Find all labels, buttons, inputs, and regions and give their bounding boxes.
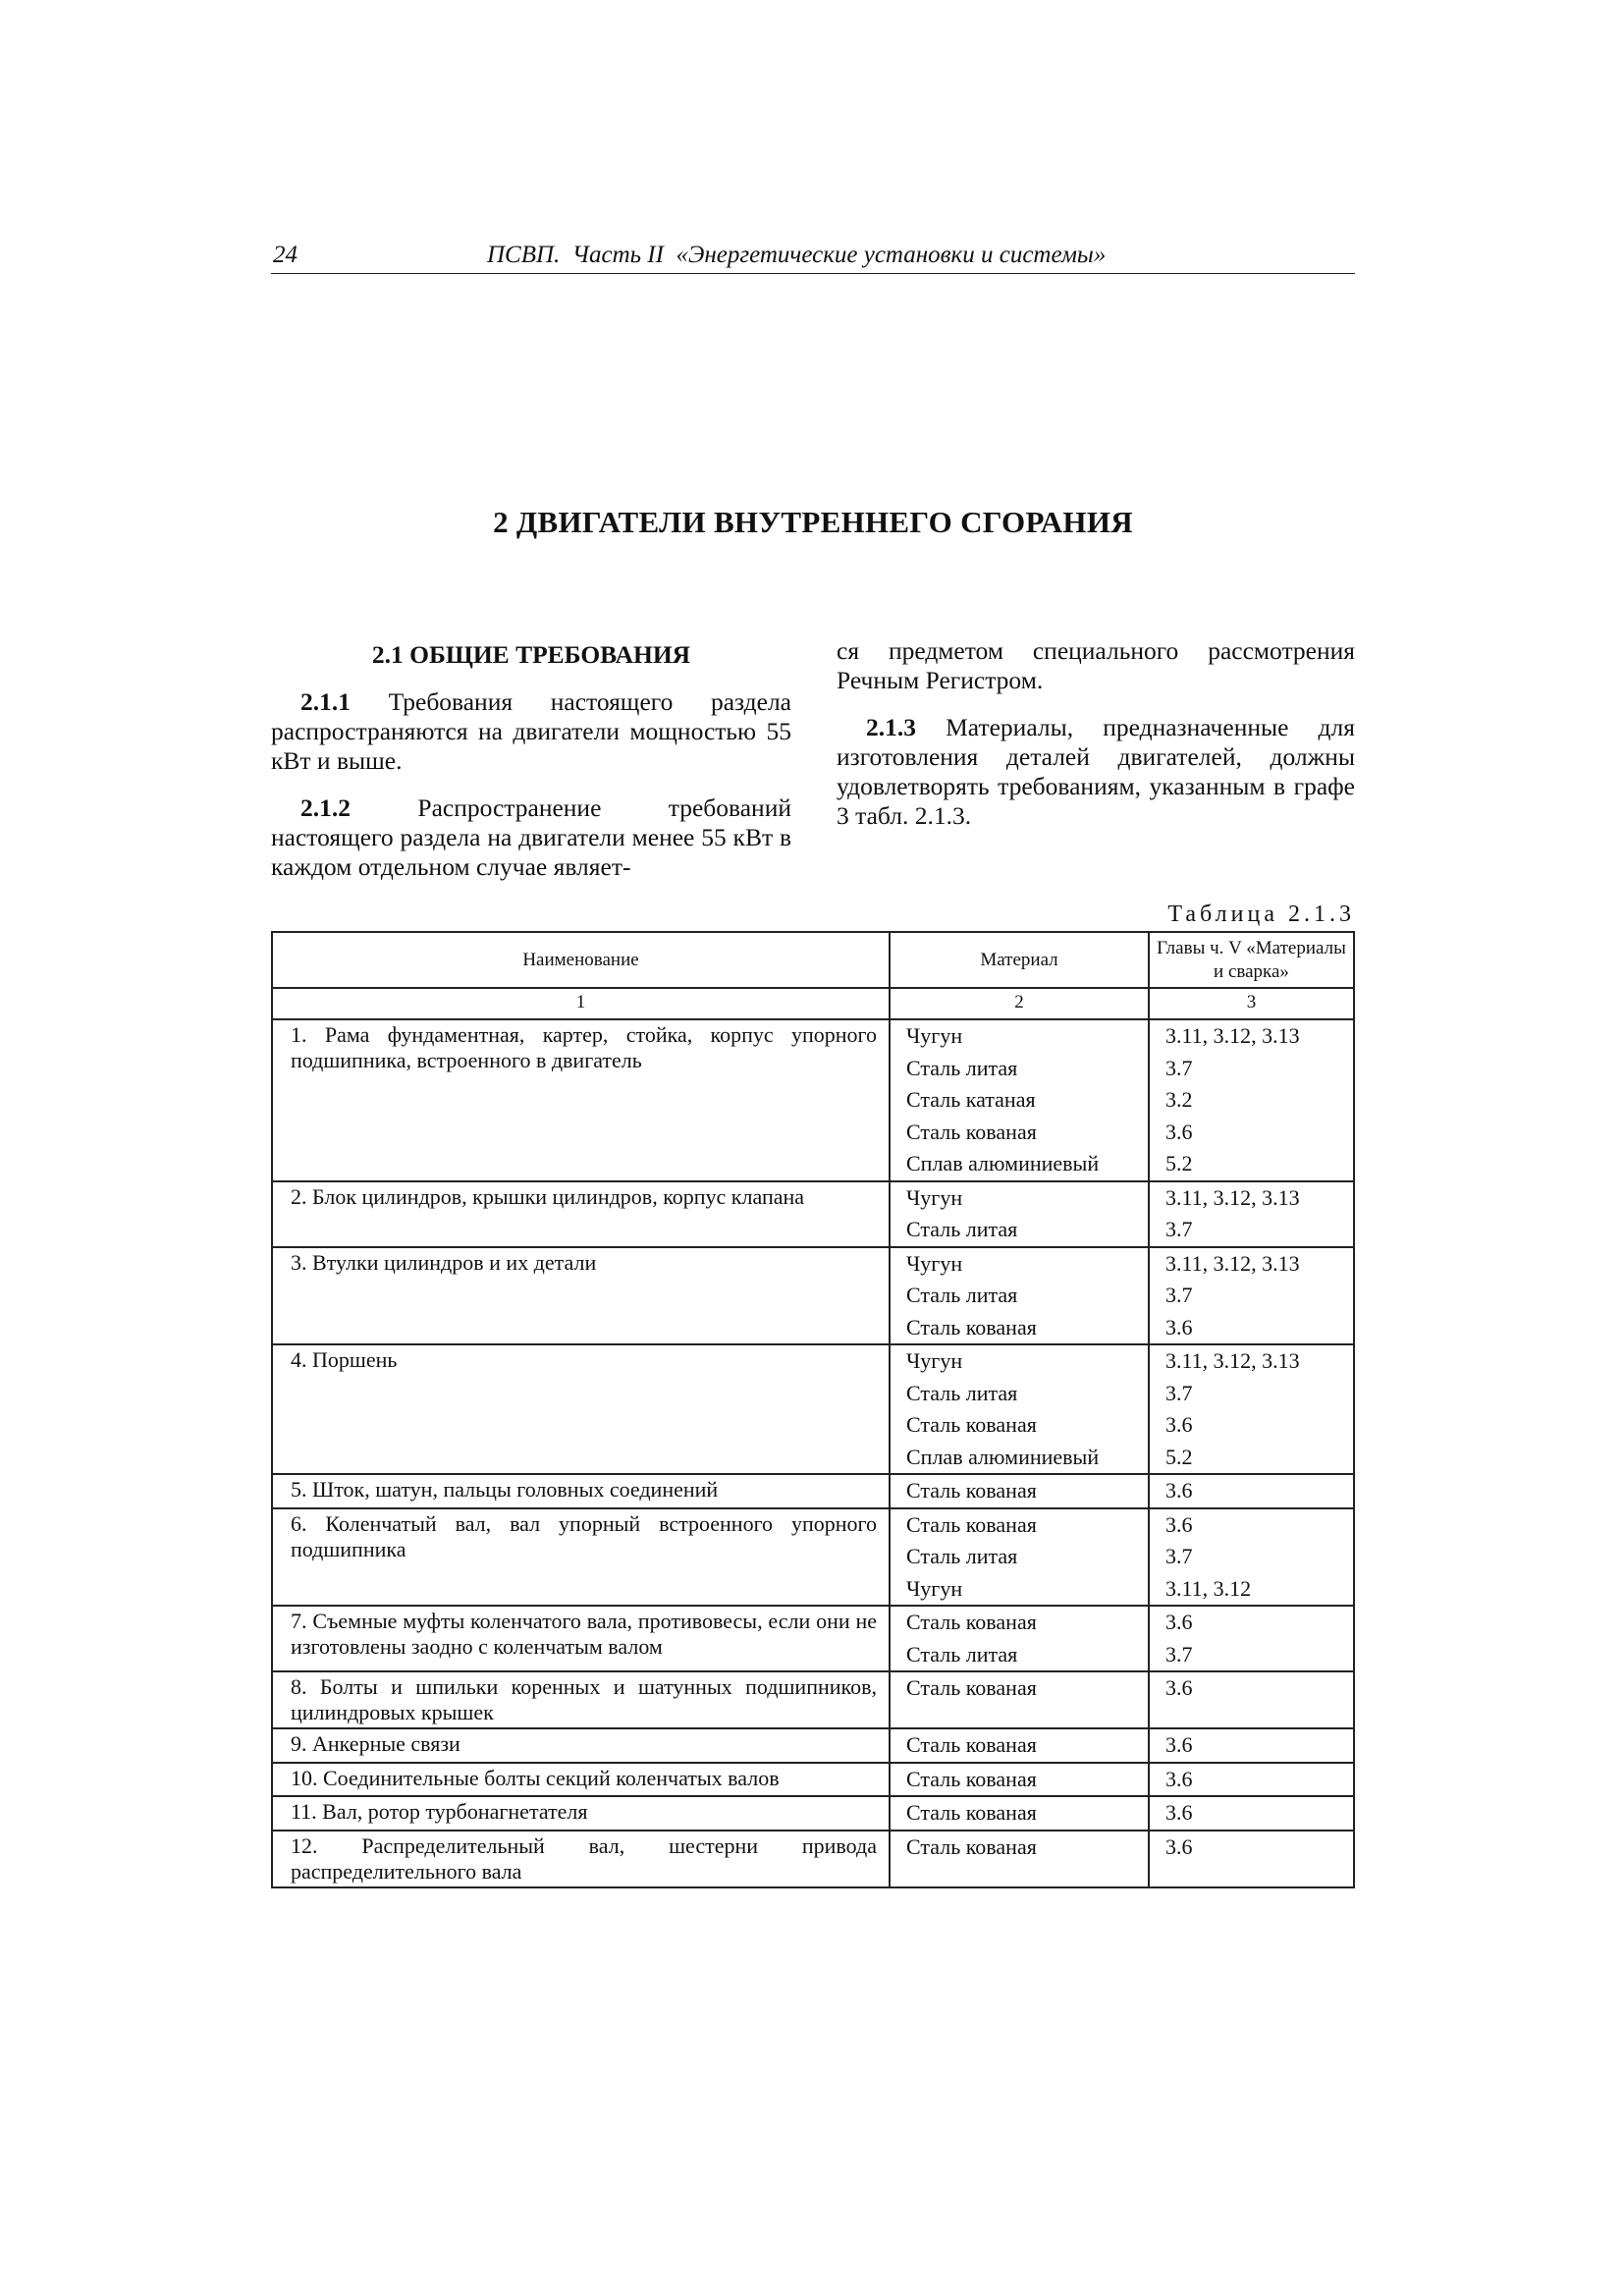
chapter-cell bbox=[1149, 1474, 1354, 1508]
paragraph-2-1-2 bbox=[271, 793, 791, 882]
chapter-cell bbox=[1149, 1344, 1354, 1474]
table-row bbox=[272, 1474, 1354, 1508]
text-column-right bbox=[837, 636, 1355, 848]
part-name: 10. Соединительные болты секций коленчатых валов bbox=[272, 1763, 890, 1797]
paragraph-2-1-2-continued: ся предметом специального рассмотрения Речным Регистром. bbox=[837, 636, 1355, 694]
table-row bbox=[272, 1247, 1354, 1345]
page-header bbox=[271, 240, 1355, 274]
material: Сталь литая bbox=[906, 1641, 1018, 1667]
part-name: 8. Болты и шпильки коренных и шатунных подшипников, цилиндровых крышек bbox=[272, 1671, 890, 1728]
chapter-cell bbox=[1149, 1763, 1354, 1797]
table-row bbox=[272, 1671, 1354, 1728]
table-row bbox=[272, 1831, 1354, 1887]
paragraph-number: 2.1.1 bbox=[300, 687, 351, 716]
chapter-cell bbox=[1149, 1728, 1354, 1763]
table-row bbox=[272, 1763, 1354, 1797]
material: Сталь кованая bbox=[906, 1800, 1037, 1825]
chapter-ref: 3.7 bbox=[1165, 1641, 1193, 1667]
material: Чугун bbox=[906, 1023, 963, 1048]
running-title: ПСВП. Часть II «Энергетические установки и системы» bbox=[487, 242, 1107, 268]
material: Сталь кованая bbox=[906, 1119, 1037, 1144]
material: Сплав алюминиевый bbox=[906, 1444, 1100, 1469]
material: Чугун bbox=[906, 1184, 963, 1210]
part-name: 5. Шток, шатун, пальцы головных соединений bbox=[272, 1474, 890, 1508]
material: Чугун bbox=[906, 1575, 963, 1601]
material: Сталь литая bbox=[906, 1055, 1018, 1080]
column-header-name: Наименование bbox=[272, 932, 890, 988]
column-header-chapters: Главы ч. V «Материалы и сварка» bbox=[1149, 932, 1354, 988]
chapter-cell bbox=[1149, 1508, 1354, 1607]
chapter-ref: 3.6 bbox=[1165, 1412, 1193, 1437]
material: Сталь литая bbox=[906, 1217, 1018, 1241]
material: Сталь кованая bbox=[906, 1412, 1037, 1437]
chapter-ref: 3.7 bbox=[1165, 1055, 1193, 1080]
chapter-ref: 3.6 bbox=[1165, 1732, 1193, 1757]
material-cell bbox=[890, 1671, 1149, 1728]
chapter-ref: 3.7 bbox=[1165, 1380, 1193, 1405]
material: Сталь кованая bbox=[906, 1675, 1037, 1700]
materials-table bbox=[271, 931, 1355, 1888]
chapter-ref: 3.11, 3.12, 3.13 bbox=[1165, 1023, 1300, 1048]
material-cell bbox=[890, 1763, 1149, 1797]
chapter-ref: 5.2 bbox=[1165, 1444, 1193, 1469]
material: Сталь кованая bbox=[906, 1610, 1037, 1634]
paragraph-text: Материалы, предназначенные для изготовления деталей двигателей, должны удовлетворять требованиям, указанным в графе 3 табл. 2.1.3. bbox=[837, 713, 1355, 830]
chapter-cell bbox=[1149, 1247, 1354, 1345]
chapter-ref: 3.7 bbox=[1165, 1544, 1193, 1568]
material-cell bbox=[890, 1474, 1149, 1508]
material-cell bbox=[890, 1728, 1149, 1763]
paragraph-2-1-3 bbox=[837, 713, 1355, 831]
chapter-ref: 3.11, 3.12, 3.13 bbox=[1165, 1250, 1300, 1276]
chapter-cell bbox=[1149, 1796, 1354, 1831]
chapter-cell bbox=[1149, 1671, 1354, 1728]
material: Сталь литая bbox=[906, 1380, 1018, 1405]
paragraph-number: 2.1.3 bbox=[866, 713, 916, 741]
material: Сталь литая bbox=[906, 1544, 1018, 1568]
column-number: 3 bbox=[1149, 988, 1354, 1019]
chapter-ref: 3.6 bbox=[1165, 1833, 1193, 1859]
chapter-cell bbox=[1149, 1019, 1354, 1181]
part-name: 4. Поршень bbox=[272, 1344, 890, 1474]
material: Сталь кованая bbox=[906, 1314, 1037, 1339]
part-name: 11. Вал, ротор турбонагнетателя bbox=[272, 1796, 890, 1831]
material-cell bbox=[890, 1019, 1149, 1181]
material-cell bbox=[890, 1181, 1149, 1247]
chapter-ref: 3.6 bbox=[1165, 1511, 1193, 1537]
part-name: 7. Съемные муфты коленчатого вала, противовесы, если они не изготовлены заодно с коленчатым валом bbox=[272, 1606, 890, 1671]
material-cell bbox=[890, 1831, 1149, 1887]
chapter-ref: 3.6 bbox=[1165, 1800, 1193, 1825]
chapter-cell bbox=[1149, 1606, 1354, 1671]
chapter-cell bbox=[1149, 1181, 1354, 1247]
paragraph-number: 2.1.2 bbox=[300, 793, 351, 822]
text-column-left bbox=[271, 636, 791, 900]
table-row bbox=[272, 1019, 1354, 1181]
paragraph-text: Распространение требований настоящего раздела на двигатели менее 55 кВт в каждом отдельном случае являет- bbox=[271, 793, 791, 881]
part-name: 3. Втулки цилиндров и их детали bbox=[272, 1247, 890, 1345]
paragraph-text: Требования настоящего раздела распространяются на двигатели мощностью 55 кВт и выше. bbox=[271, 687, 791, 775]
material-cell bbox=[890, 1344, 1149, 1474]
material-cell bbox=[890, 1796, 1149, 1831]
table-caption: Таблица 2.1.3 bbox=[1167, 902, 1355, 927]
material: Сталь кованая bbox=[906, 1766, 1037, 1791]
table-row bbox=[272, 1606, 1354, 1671]
material: Сталь кованая bbox=[906, 1478, 1037, 1503]
chapter-ref: 5.2 bbox=[1165, 1151, 1193, 1175]
part-name: 6. Коленчатый вал, вал упорный встроенного упорного подшипника bbox=[272, 1508, 890, 1607]
chapter-ref: 3.11, 3.12 bbox=[1165, 1575, 1252, 1601]
material-cell bbox=[890, 1247, 1149, 1345]
chapter-title: 2 ДВИГАТЕЛИ ВНУТРЕННЕГО СГОРАНИЯ bbox=[493, 505, 1133, 539]
part-name: 12. Распределительный вал, шестерни привода распределительного вала bbox=[272, 1831, 890, 1887]
chapter-cell bbox=[1149, 1831, 1354, 1887]
material: Сталь литая bbox=[906, 1283, 1018, 1307]
chapter-ref: 3.11, 3.12, 3.13 bbox=[1165, 1348, 1300, 1373]
chapter-ref: 3.7 bbox=[1165, 1217, 1193, 1241]
paragraph-2-1-1 bbox=[271, 687, 791, 776]
chapter-ref: 3.11, 3.12, 3.13 bbox=[1165, 1184, 1300, 1210]
table-row bbox=[272, 1796, 1354, 1831]
section-title: 2.1 ОБЩИЕ ТРЕБОВАНИЯ bbox=[371, 640, 691, 669]
table-row bbox=[272, 1508, 1354, 1607]
part-name: 1. Рама фундаментная, картер, стойка, корпус упорного подшипника, встроенного в двигатель bbox=[272, 1019, 890, 1181]
material-cell bbox=[890, 1606, 1149, 1671]
table-header-row bbox=[272, 932, 1354, 988]
column-number: 2 bbox=[890, 988, 1149, 1019]
chapter-ref: 3.6 bbox=[1165, 1314, 1193, 1339]
part-name: 9. Анкерные связи bbox=[272, 1728, 890, 1763]
part-name: 2. Блок цилиндров, крышки цилиндров, корпус клапана bbox=[272, 1181, 890, 1247]
material-cell bbox=[890, 1508, 1149, 1607]
material: Сплав алюминиевый bbox=[906, 1151, 1100, 1175]
chapter-ref: 3.6 bbox=[1165, 1610, 1193, 1634]
table-row bbox=[272, 1728, 1354, 1763]
material: Чугун bbox=[906, 1250, 963, 1276]
chapter-ref: 3.7 bbox=[1165, 1283, 1193, 1307]
chapter-ref: 3.6 bbox=[1165, 1119, 1193, 1144]
page-number: 24 bbox=[273, 242, 298, 268]
column-number-row bbox=[272, 988, 1354, 1019]
table-row bbox=[272, 1181, 1354, 1247]
material: Сталь кованая bbox=[906, 1833, 1037, 1859]
material: Чугун bbox=[906, 1348, 963, 1373]
column-number: 1 bbox=[272, 988, 890, 1019]
material: Сталь кованая bbox=[906, 1511, 1037, 1537]
material: Сталь катаная bbox=[906, 1087, 1036, 1112]
table-row bbox=[272, 1344, 1354, 1474]
material: Сталь кованая bbox=[906, 1732, 1037, 1757]
chapter-ref: 3.6 bbox=[1165, 1766, 1193, 1791]
chapter-ref: 3.6 bbox=[1165, 1675, 1193, 1700]
table-body bbox=[272, 1019, 1354, 1887]
chapter-ref: 3.2 bbox=[1165, 1087, 1193, 1112]
column-header-material: Материал bbox=[890, 932, 1149, 988]
chapter-ref: 3.6 bbox=[1165, 1478, 1193, 1503]
